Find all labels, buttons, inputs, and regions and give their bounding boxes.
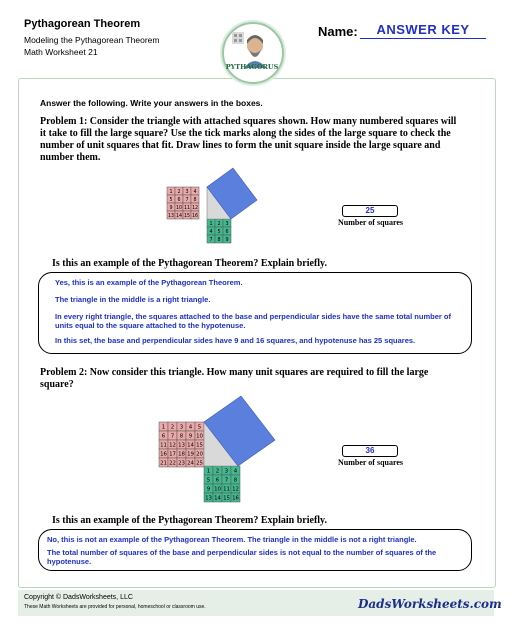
figure-1-diagram bbox=[158, 152, 288, 252]
problem-1-question: Is this an example of the Pythagorean Theorem? Explain briefly. bbox=[52, 258, 328, 269]
grid-cell-number: 19 bbox=[187, 451, 194, 458]
grid-cell-number: 4 bbox=[193, 189, 197, 195]
answer-line: The total number of squares of the base and perpendicular sides is not equal to the number of squares of the hypotenuse. bbox=[47, 548, 437, 566]
grid-cell-number: 10 bbox=[214, 486, 221, 493]
grid-cell-number: 5 bbox=[169, 197, 173, 203]
grid-cell-number: 6 bbox=[215, 477, 220, 484]
grid-cell-number: 3 bbox=[224, 468, 229, 475]
problem-2-text: Problem 2: Now consider this triangle. How many unit squares are required to fill the large square? bbox=[40, 367, 429, 390]
grid-cell-number: 3 bbox=[185, 189, 189, 195]
answer-line: In this set, the base and perpendicular sides have 9 and 16 squares, and hypotenuse has 25 squares. bbox=[55, 336, 416, 345]
grid-cell-number: 9 bbox=[225, 237, 229, 243]
grid-cell-number: 7 bbox=[209, 237, 213, 243]
answer-line: Yes, this is an example of the Pythagorean Theorem. bbox=[55, 278, 243, 287]
grid-cell-number: 5 bbox=[206, 477, 211, 484]
grid-cell-number: 12 bbox=[191, 205, 199, 211]
problem-2-answer-label: Number of squares bbox=[338, 458, 404, 467]
logo-text: PYTHAGORUS bbox=[225, 63, 279, 71]
grid-cell-number: 8 bbox=[179, 433, 184, 440]
grid-cell-number: 4 bbox=[188, 424, 193, 431]
grid-cell-number: 9 bbox=[188, 433, 193, 440]
grid-cell-number: 1 bbox=[161, 424, 166, 431]
problem-2-answer-box[interactable]: 36 bbox=[342, 445, 398, 457]
grid-cell-number: 5 bbox=[197, 424, 202, 431]
grid-cell-number: 2 bbox=[217, 221, 221, 227]
grid-cell-number: 20 bbox=[196, 451, 203, 458]
problem-1-answer-label: Number of squares bbox=[338, 218, 404, 227]
grid-cell-number: 16 bbox=[191, 213, 199, 219]
grid-cell-number: 6 bbox=[177, 197, 181, 203]
grid-cell-number: 3 bbox=[225, 221, 229, 227]
grid-cell-number: 10 bbox=[196, 433, 203, 440]
grid-cell-number: 8 bbox=[217, 237, 221, 243]
grid-cell-number: 3 bbox=[179, 424, 184, 431]
figure-2-bottom-square bbox=[204, 466, 240, 502]
grid-cell-number: 25 bbox=[196, 460, 203, 467]
grid-cell-number: 1 bbox=[209, 221, 213, 227]
grid-cell-number: 18 bbox=[178, 451, 185, 458]
grid-cell-number: 2 bbox=[170, 424, 175, 431]
grid-cell-number: 15 bbox=[196, 442, 203, 449]
pythagoras-portrait-icon bbox=[224, 24, 282, 82]
grid-cell-number: 9 bbox=[206, 486, 211, 493]
grid-cell-number: 2 bbox=[177, 189, 181, 195]
grid-cell-number: 15 bbox=[183, 213, 191, 219]
instructions: Answer the following. Write your answers in the boxes. bbox=[40, 98, 263, 108]
figure-2-diagram bbox=[153, 394, 303, 506]
figure-2-left-square bbox=[159, 422, 204, 467]
figure-1-left-square bbox=[167, 187, 199, 219]
grid-cell-number: 4 bbox=[233, 468, 238, 475]
grid-cell-number: 11 bbox=[160, 442, 167, 449]
worksheet-number: Math Worksheet 21 bbox=[24, 47, 98, 57]
grid-cell-number: 9 bbox=[169, 205, 173, 211]
grid-cell-number: 1 bbox=[169, 189, 173, 195]
grid-cell-number: 2 bbox=[215, 468, 220, 475]
grid-cell-number: 13 bbox=[205, 495, 212, 502]
problem-1-answer-area[interactable] bbox=[38, 272, 472, 354]
figure-1-bottom-square bbox=[207, 219, 231, 243]
grid-cell-number: 17 bbox=[169, 451, 176, 458]
grid-cell-number: 14 bbox=[214, 495, 221, 502]
grid-cell-number: 12 bbox=[232, 486, 239, 493]
grid-cell-number: 16 bbox=[232, 495, 239, 502]
grid-cell-number: 23 bbox=[178, 460, 185, 467]
pythagoras-logo bbox=[222, 22, 284, 84]
grid-cell-number: 8 bbox=[193, 197, 197, 203]
answer-line: In every right triangle, the squares attached to the base and perpendicular sides have the same total number of units equal to the square attached to the hypotenuse. bbox=[55, 312, 451, 330]
grid-cell-number: 14 bbox=[187, 442, 194, 449]
problem-1-text: Problem 1: Consider the triangle with attached squares shown. How many numbered squares will it take to fill the large square? Use the tick marks along the sides of the large square to check the number of unit squares that fit. Draw lines to form the unit square inside the large square and number them. bbox=[40, 116, 457, 163]
grid-cell-number: 1 bbox=[206, 468, 211, 475]
grid-cell-number: 6 bbox=[225, 229, 229, 235]
answer-key-field[interactable]: ANSWER KEY bbox=[360, 22, 486, 39]
grid-cell-number: 11 bbox=[223, 486, 230, 493]
copyright-text: Copyright © DadsWorksheets, LLC bbox=[24, 594, 133, 601]
usage-notice: These Math Worksheets are provided for personal, homeschool or classroom use. bbox=[24, 604, 206, 610]
worksheet-subtitle: Modeling the Pythagorean Theorem bbox=[24, 35, 160, 45]
grid-cell-number: 6 bbox=[161, 433, 166, 440]
grid-cell-number: 15 bbox=[223, 495, 230, 502]
grid-cell-number: 21 bbox=[160, 460, 167, 467]
grid-cell-number: 24 bbox=[187, 460, 194, 467]
grid-cell-number: 11 bbox=[183, 205, 191, 211]
grid-cell-number: 13 bbox=[178, 442, 185, 449]
grid-cell-number: 10 bbox=[175, 205, 183, 211]
problem-2-answer-area[interactable] bbox=[38, 529, 472, 571]
grid-cell-number: 7 bbox=[224, 477, 229, 484]
grid-cell-number: 13 bbox=[167, 213, 175, 219]
answer-line: The triangle in the middle is a right triangle. bbox=[55, 295, 211, 304]
grid-cell-number: 12 bbox=[169, 442, 176, 449]
problem-2-question: Is this an example of the Pythagorean Theorem? Explain briefly. bbox=[52, 515, 328, 526]
grid-cell-number: 7 bbox=[170, 433, 175, 440]
grid-cell-number: 14 bbox=[175, 213, 183, 219]
worksheet-title: Pythagorean Theorem bbox=[24, 18, 141, 30]
grid-cell-number: 8 bbox=[233, 477, 238, 484]
grid-cell-number: 5 bbox=[217, 229, 221, 235]
name-label: Name: bbox=[318, 24, 358, 39]
problem-1-answer-box[interactable]: 25 bbox=[342, 205, 398, 217]
grid-cell-number: 7 bbox=[185, 197, 189, 203]
brand-logo[interactable]: DadsWorksheets.com bbox=[358, 597, 502, 611]
answer-line: No, this is not an example of the Pythagorean Theorem. The triangle in the middle is not a right triangle. bbox=[47, 535, 417, 544]
grid-cell-number: 16 bbox=[160, 451, 167, 458]
grid-cell-number: 4 bbox=[209, 229, 213, 235]
grid-cell-number: 22 bbox=[169, 460, 176, 467]
